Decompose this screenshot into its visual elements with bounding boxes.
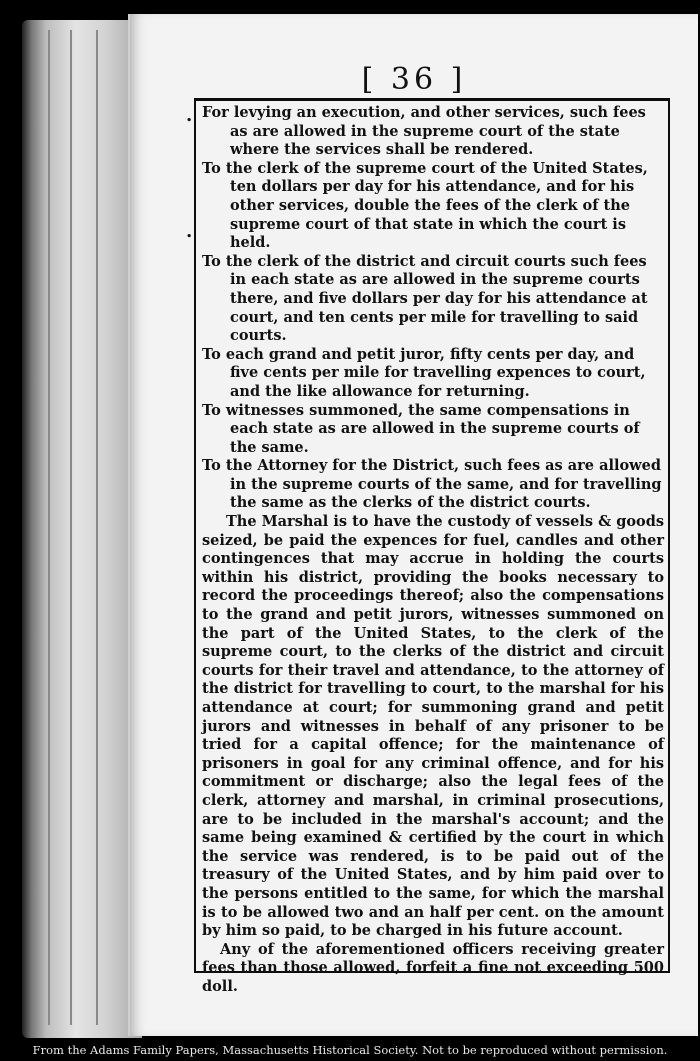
body-paragraph: The Marshal is to have the custody of vessels & goods seized, be paid the expences for fuel, candles and other contingences that may accrue in holding the courts within his district, providing the books necessary to record the proceedings thereof; also the compensations to the grand and petit jurors, witnesses summoned on the part of the United States, to the clerk of the supreme court, to the clerks of the district and circuit courts for their travel and attendance, to the attorney of the district for travelling to court, to the marshal for his attendance at court; for summoning grand and petit jurors and witnesses in behalf of any prisoner to be tried for a capital offence; for the maintenance of prisoners in goal for any criminal offence, and for his commitment or discharge; also the legal fees of the clerk, attorney and marshal, in criminal prosecutions, are to be included in the marshal's account; and the same being examined & certified by the court in which the service was rendered, is to be paid out of the treasury of the United States, and by him paid over to the persons entitled to the same, for which the marshal is to be allowed two and an half per cent. on the amount by him so paid, to be charged in his future account. (202, 513, 664, 940)
body-paragraph: Any of the aforementioned officers receiving greater fees than those allowed, forfeit a fine not exceeding 500 doll. (202, 940, 664, 995)
copyright-footer: From the Adams Family Papers, Massachusetts Historical Society. Not to be reproduced without permission. (0, 1039, 700, 1061)
margin-dot: . (186, 105, 193, 126)
fee-entry: To the clerk of the district and circuit courts such fees in each state as are allowed in the supreme courts there, and five dollars per day for his attendance at court, and ten cents per mile for travelling to said courts. (202, 252, 648, 345)
margin-dot: . (186, 221, 193, 242)
fee-entry: To the clerk of the supreme court of the United States, ten dollars per day for his attendance, and for his other services, double the fees of the clerk of the supreme court of that state in which the court is held. (202, 159, 648, 252)
page-number: [ 36 ] (361, 62, 467, 97)
book-page-stack (22, 20, 142, 1038)
fee-entry: To witnesses summoned, the same compensations in each state as are allowed in the supreme courts of the same. (202, 401, 640, 456)
page-stack-line (48, 30, 50, 1025)
page-stack-line (96, 30, 98, 1025)
fee-entry: To each grand and petit juror, fifty cents per day, and five cents per mile for travelling expences to court, and the like allowance for returning. (202, 345, 646, 400)
fee-entry: For levying an execution, and other services, such fees as are allowed in the supreme court of the state where the services shall be rendered. (202, 104, 646, 159)
page-stack-line (70, 30, 72, 1025)
page-body (202, 104, 664, 997)
text-frame (186, 98, 670, 995)
fee-entry: To the Attorney for the District, such fees as are allowed in the supreme courts of the same, and for travelling the same as the clerks of the district courts. (202, 457, 662, 512)
book-page (128, 14, 698, 1036)
